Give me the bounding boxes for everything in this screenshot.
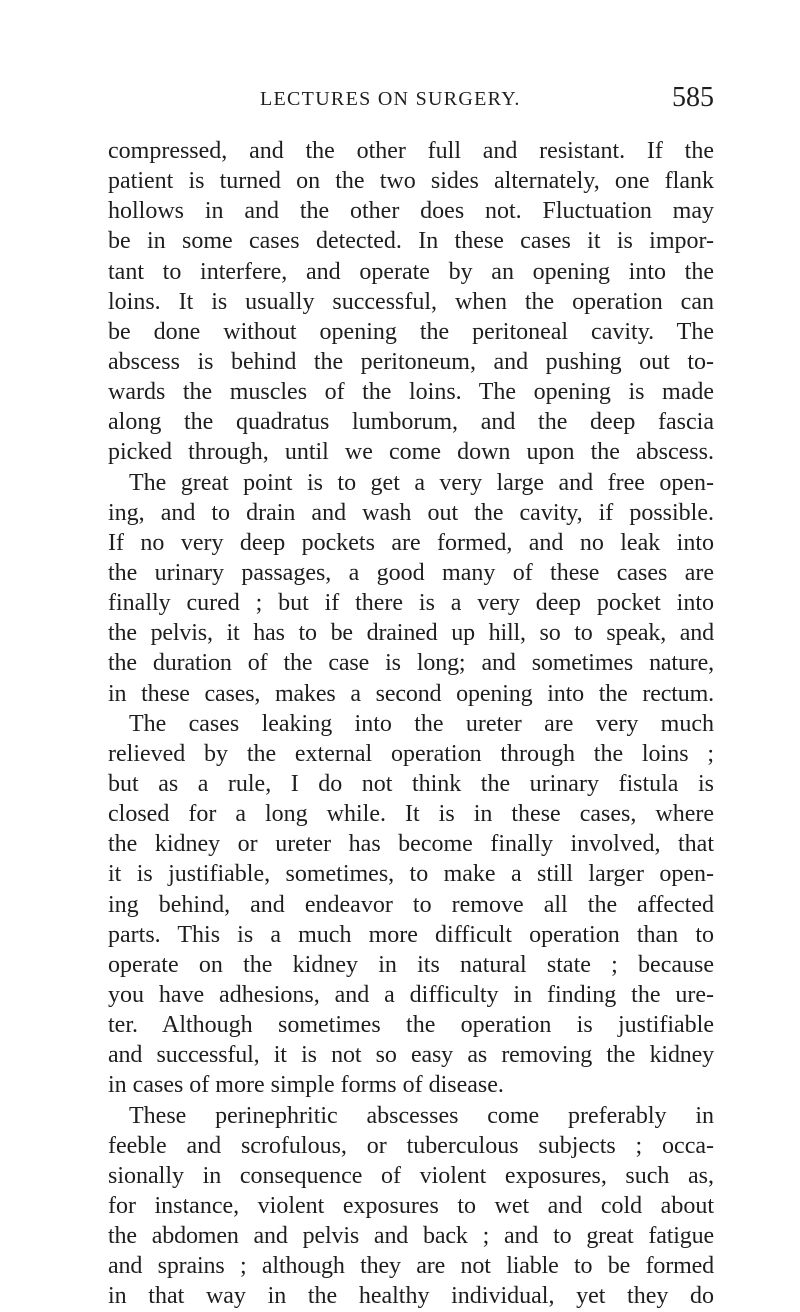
text-line: The cases leaking into the ureter are very much: [129, 710, 714, 737]
text-line: If no very deep pockets are formed, and no leak into: [108, 529, 714, 556]
text-line: parts. This is a much more difficult operation than to: [108, 921, 714, 948]
text-line: the duration of the case is long; and sometimes nature,: [108, 650, 714, 677]
text-line: ing, and to drain and wash out the cavity, if possible.: [108, 499, 714, 526]
text-line: loins. It is usually successful, when the operation can: [108, 288, 714, 315]
text-line: in that way in the healthy individual, yet they do: [108, 1283, 714, 1310]
text-line: patient is turned on the two sides alternately, one flank: [108, 168, 714, 195]
text-line: it is justifiable, sometimes, to make a still larger open-: [108, 861, 714, 888]
text-line: the urinary passages, a good many of these cases are: [108, 559, 714, 586]
body-text: [108, 136, 714, 1311]
text-line: the abdomen and pelvis and back ; and to great fatigue: [108, 1223, 714, 1250]
text-line: wards the muscles of the loins. The opening is made: [108, 379, 714, 406]
text-line: The great point is to get a very large and free open-: [129, 469, 714, 496]
text-line: and sprains ; although they are not liable to be formed: [108, 1253, 714, 1280]
text-line: closed for a long while. It is in these cases, where: [108, 801, 714, 828]
text-line: be done without opening the peritoneal cavity. The: [108, 318, 714, 345]
text-line: in these cases, makes a second opening into the rectum.: [108, 680, 714, 707]
text-line: relieved by the external operation through the loins ;: [108, 740, 714, 767]
text-line: ing behind, and endeavor to remove all the affected: [108, 891, 714, 918]
text-line: but as a rule, I do not think the urinary fistula is: [108, 770, 714, 797]
text-line: and successful, it is not so easy as removing the kidney: [108, 1042, 714, 1069]
text-line: picked through, until we come down upon the abscess.: [108, 439, 714, 466]
text-line: you have adhesions, and a difficulty in finding the ure-: [108, 981, 714, 1008]
text-line: operate on the kidney in its natural state ; because: [108, 951, 714, 978]
text-line: compressed, and the other full and resistant. If the: [108, 138, 714, 164]
text-line: These perinephritic abscesses come preferably in: [129, 1102, 714, 1129]
text-line: for instance, violent exposures to wet and cold about: [108, 1192, 714, 1219]
text-line: be in some cases detected. In these cases it is impor-: [108, 228, 714, 255]
text-line: sionally in consequence of violent exposures, such as,: [108, 1162, 714, 1189]
text-line: feeble and scrofulous, or tuberculous subjects ; occa-: [108, 1132, 714, 1159]
text-line: abscess is behind the peritoneum, and pushing out to-: [108, 348, 714, 375]
text-line: finally cured ; but if there is a very deep pocket into: [108, 590, 714, 617]
page-header: [108, 82, 714, 118]
running-title: LECTURES ON SURGERY.: [260, 88, 521, 110]
text-line: ter. Although sometimes the operation is justifiable: [108, 1012, 714, 1039]
text-line: tant to interfere, and operate by an opening into the: [108, 258, 714, 285]
text-line: along the quadratus lumborum, and the deep fascia: [108, 409, 714, 436]
text-line: in cases of more simple forms of disease.: [108, 1072, 504, 1099]
page-number: 585: [672, 82, 714, 113]
text-line: hollows in and the other does not. Fluctuation may: [108, 198, 714, 225]
text-line: the pelvis, it has to be drained up hill, so to speak, and: [108, 620, 714, 647]
text-line: the kidney or ureter has become finally involved, that: [108, 831, 714, 858]
